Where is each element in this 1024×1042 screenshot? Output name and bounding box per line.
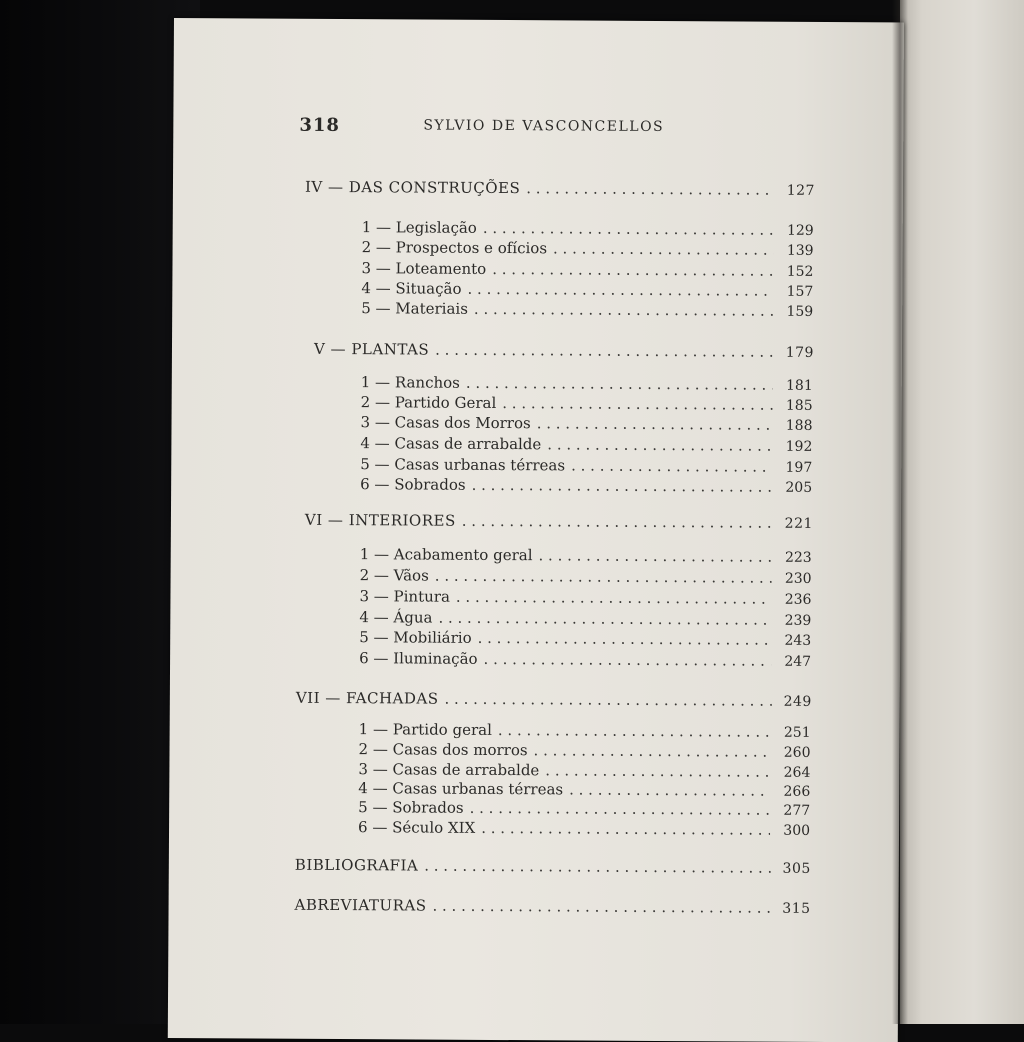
toc-number: 1 — — [358, 720, 393, 739]
dot-leader — [492, 259, 773, 281]
toc-number: 6 — — [359, 649, 394, 668]
page-number: 318 — [299, 114, 340, 137]
toc-page: 247 — [784, 653, 812, 670]
toc-section — [361, 392, 813, 415]
toc-section — [360, 454, 812, 477]
toc-page: 181 — [785, 377, 813, 394]
dot-leader — [571, 455, 772, 476]
dot-leader — [432, 896, 770, 918]
toc-section — [361, 372, 813, 395]
dot-leader — [478, 628, 772, 650]
toc-number: IV — — [304, 177, 349, 197]
toc-section — [358, 817, 810, 840]
toc-chapter — [305, 177, 815, 200]
toc-title: Casas urbanas térreas — [392, 779, 564, 799]
toc-title: Mobiliário — [393, 628, 472, 647]
toc-title: Pintura — [393, 587, 450, 606]
toc-page: 300 — [783, 822, 811, 839]
toc-page: 251 — [783, 724, 811, 741]
toc-number: 1 — — [360, 373, 395, 392]
page-gutter-shadow — [892, 0, 908, 1024]
dot-leader — [569, 779, 770, 800]
toc-chapter — [305, 510, 813, 533]
toc-section — [359, 607, 811, 630]
dot-leader — [553, 238, 774, 259]
dot-leader — [435, 566, 772, 588]
dot-leader — [456, 587, 772, 609]
toc-number: 3 — — [360, 413, 395, 432]
toc-title: Partido geral — [392, 720, 492, 739]
toc-title: INTERIORES — [348, 511, 456, 530]
dot-leader — [483, 218, 774, 240]
toc-number: V — — [313, 339, 352, 359]
toc-title: Loteamento — [395, 259, 487, 278]
toc-page: 127 — [786, 182, 816, 199]
toc-section — [362, 237, 814, 260]
toc-section — [359, 719, 811, 742]
author-name: SYLVIO DE VASCONCELLOS — [423, 117, 665, 135]
toc-number: VI — — [304, 510, 349, 530]
toc-title: Casas de arrabalde — [394, 434, 542, 454]
toc-number: 2 — — [361, 238, 396, 257]
toc-number: 2 — — [360, 393, 395, 412]
dot-leader — [484, 649, 772, 671]
dot-leader — [472, 475, 773, 497]
toc-title: PLANTAS — [351, 340, 430, 359]
toc-title: Sobrados — [394, 475, 466, 494]
toc-bibliography — [295, 855, 811, 878]
dot-leader — [534, 740, 771, 761]
toc-number: 2 — — [358, 740, 393, 759]
dot-leader — [474, 299, 773, 321]
toc-page: 221 — [784, 515, 813, 532]
toc-page: 277 — [783, 802, 811, 819]
toc-title: Iluminação — [393, 649, 478, 668]
toc-title: Materiais — [395, 299, 469, 318]
toc-title: Ranchos — [394, 373, 460, 392]
toc-chapter — [296, 688, 812, 711]
dot-leader — [538, 545, 771, 566]
toc-number: VII — — [295, 688, 347, 708]
toc-page: 192 — [785, 438, 813, 455]
dot-leader — [502, 393, 772, 415]
toc-page: 264 — [783, 764, 811, 781]
toc-page: 315 — [782, 900, 811, 917]
toc-title: Vãos — [393, 566, 429, 585]
toc-page: 197 — [785, 459, 813, 476]
toc-section — [360, 412, 812, 435]
toc-page: 239 — [784, 612, 812, 629]
toc-title: Água — [393, 608, 433, 627]
toc-title: DAS CONSTRUÇÕES — [348, 178, 521, 198]
table-of-contents — [168, 18, 904, 1022]
dot-leader — [481, 818, 770, 840]
toc-number: 4 — — [360, 434, 395, 453]
toc-number: 3 — — [358, 760, 393, 779]
dot-leader — [537, 413, 773, 434]
toc-title: Sobrados — [392, 798, 464, 817]
toc-title: Legislação — [395, 218, 477, 237]
toc-page: 129 — [786, 222, 814, 239]
toc-title: Partido Geral — [394, 393, 497, 412]
toc-title: Acabamento geral — [393, 545, 533, 565]
toc-section — [359, 648, 811, 671]
toc-page: 236 — [784, 591, 812, 608]
toc-number: 5 — — [361, 299, 396, 318]
toc-section — [360, 474, 812, 497]
toc-number: 2 — — [359, 566, 394, 585]
toc-page: 243 — [784, 632, 812, 649]
toc-title: ABREVIATURAS — [294, 895, 427, 915]
toc-section — [358, 739, 810, 762]
toc-page: 223 — [784, 549, 812, 566]
toc-page: 266 — [783, 783, 811, 800]
dot-leader — [547, 434, 772, 455]
dot-leader — [545, 760, 770, 781]
book-page — [168, 18, 904, 1042]
toc-number: 5 — — [358, 798, 393, 817]
toc-section — [362, 217, 814, 240]
toc-section — [361, 258, 813, 281]
dot-leader — [438, 608, 771, 630]
toc-number: 4 — — [361, 279, 396, 298]
dot-leader — [462, 511, 773, 533]
toc-section — [360, 544, 812, 567]
dot-leader — [424, 856, 771, 878]
toc-section — [361, 278, 813, 301]
toc-title: Casas dos morros — [392, 740, 528, 760]
toc-section — [360, 433, 812, 456]
toc-page: 179 — [785, 344, 815, 361]
toc-page: 152 — [786, 263, 814, 280]
toc-title: Situação — [395, 279, 462, 298]
dot-leader — [435, 340, 774, 362]
toc-abbreviations — [295, 895, 811, 918]
toc-section — [359, 627, 811, 650]
toc-number: 1 — — [359, 545, 394, 564]
toc-section — [360, 565, 812, 588]
dot-leader — [526, 178, 775, 200]
dot-leader — [466, 373, 773, 395]
toc-title: Prospectos e ofícios — [395, 238, 548, 258]
toc-page: 159 — [786, 303, 814, 320]
toc-page: 157 — [786, 283, 814, 300]
toc-page: 305 — [782, 860, 811, 877]
toc-page: 230 — [784, 570, 812, 587]
toc-page: 185 — [785, 397, 813, 414]
toc-section — [358, 797, 810, 820]
toc-number: 3 — — [361, 259, 396, 278]
toc-title: FACHADAS — [346, 689, 439, 708]
toc-number: 5 — — [360, 455, 395, 474]
toc-title: Casas urbanas térreas — [394, 455, 566, 475]
toc-title: BIBLIOGRAFIA — [294, 855, 419, 875]
toc-number: 4 — — [358, 779, 393, 798]
dot-leader — [467, 279, 773, 301]
toc-number: 6 — — [360, 475, 395, 494]
toc-page: 260 — [783, 744, 811, 761]
toc-number: 3 — — [359, 587, 394, 606]
dot-leader — [470, 798, 771, 820]
toc-chapter — [314, 339, 814, 362]
toc-section — [361, 298, 813, 321]
toc-title: Século XIX — [392, 818, 476, 837]
toc-page: 188 — [785, 417, 813, 434]
toc-title: Casas dos Morros — [394, 413, 531, 433]
dot-leader — [498, 720, 771, 742]
toc-number: 5 — — [359, 628, 394, 647]
toc-title: Casas de arrabalde — [392, 760, 540, 780]
toc-section — [359, 586, 811, 609]
toc-page: 139 — [786, 242, 814, 259]
toc-page: 249 — [783, 693, 812, 710]
facing-page — [900, 0, 1024, 1024]
toc-number: 6 — — [358, 818, 393, 837]
toc-number: 4 — — [359, 608, 394, 627]
toc-number: 1 — — [361, 218, 396, 237]
toc-page: 205 — [785, 479, 813, 496]
dot-leader — [444, 689, 771, 711]
